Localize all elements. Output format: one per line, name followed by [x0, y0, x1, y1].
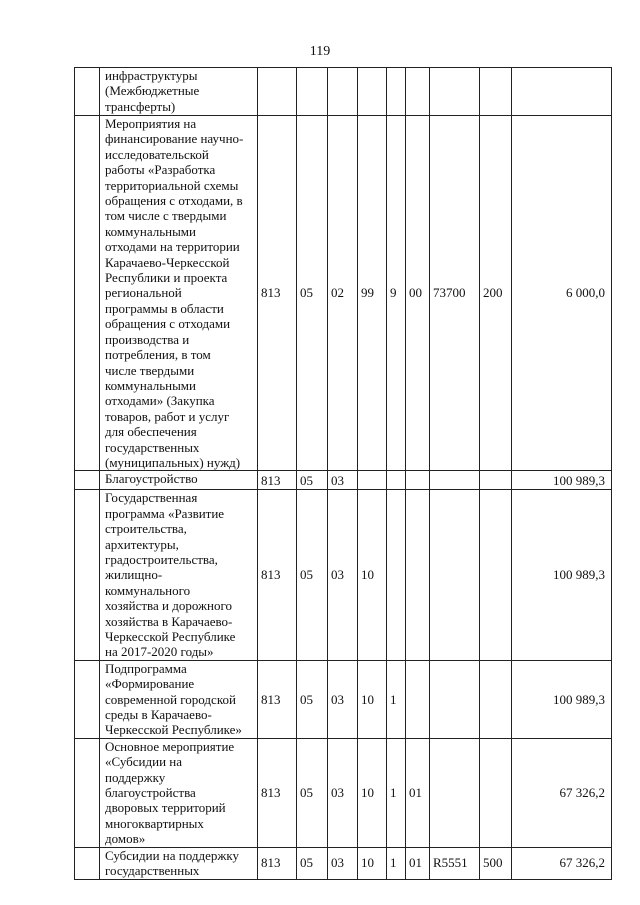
expense-type-cell [480, 660, 512, 738]
program-code-cell: 10 [358, 490, 387, 660]
event-code-cell: 01 [406, 738, 430, 847]
row-index-cell [75, 660, 100, 738]
ministry-code-cell: 813 [258, 471, 297, 490]
direction-code-cell [430, 738, 480, 847]
ministry-code-cell: 813 [258, 660, 297, 738]
direction-code-cell [430, 490, 480, 660]
section-code-cell: 05 [297, 116, 328, 471]
row-name-cell: Подпрограмма «Формирование современной городской среды в Карачаево- Черкесской Республике» [100, 660, 258, 738]
program-code-cell [358, 68, 387, 116]
subsection-code-cell [328, 68, 358, 116]
program-code-cell [358, 471, 387, 490]
amount-cell [512, 68, 612, 116]
direction-code-cell [430, 68, 480, 116]
expense-type-cell [480, 68, 512, 116]
direction-code-cell: 73700 [430, 116, 480, 471]
row-index-cell [75, 68, 100, 116]
subsection-code-cell: 03 [328, 660, 358, 738]
row-name-cell: Субсидии на поддержку государственных [100, 847, 258, 879]
expense-type-cell [480, 490, 512, 660]
subprogram-code-cell: 1 [387, 660, 406, 738]
table-row [75, 847, 612, 879]
event-code-cell: 00 [406, 116, 430, 471]
ministry-code-cell: 813 [258, 116, 297, 471]
expense-type-cell [480, 738, 512, 847]
amount-cell: 67 326,2 [512, 847, 612, 879]
event-code-cell [406, 68, 430, 116]
amount-cell: 100 989,3 [512, 490, 612, 660]
ministry-code-cell: 813 [258, 847, 297, 879]
direction-code-cell: R5551 [430, 847, 480, 879]
expense-type-cell [480, 471, 512, 490]
subsection-code-cell: 03 [328, 847, 358, 879]
ministry-code-cell [258, 68, 297, 116]
direction-code-cell [430, 471, 480, 490]
subprogram-code-cell [387, 471, 406, 490]
table-row [75, 116, 612, 471]
event-code-cell: 01 [406, 847, 430, 879]
section-code-cell: 05 [297, 490, 328, 660]
table-row [75, 68, 612, 116]
section-code-cell: 05 [297, 471, 328, 490]
amount-cell: 6 000,0 [512, 116, 612, 471]
table-row [75, 660, 612, 738]
amount-cell: 100 989,3 [512, 660, 612, 738]
event-code-cell [406, 660, 430, 738]
section-code-cell: 05 [297, 738, 328, 847]
direction-code-cell [430, 660, 480, 738]
amount-cell: 67 326,2 [512, 738, 612, 847]
event-code-cell [406, 490, 430, 660]
subprogram-code-cell: 9 [387, 116, 406, 471]
row-name-cell: инфраструктуры (Межбюджетные трансферты) [100, 68, 258, 116]
table-row [75, 738, 612, 847]
row-name-cell: Государственная программа «Развитие строительства, архитектуры, градостроительства, жилищно- коммунального хозяйства и дорожного хозяйства в Карачаево- Черкесской Республике на 2017-2020 годы» [100, 490, 258, 660]
row-name-cell: Благоустройство [100, 471, 258, 490]
subprogram-code-cell: 1 [387, 847, 406, 879]
section-code-cell: 05 [297, 847, 328, 879]
budget-table [74, 67, 612, 880]
row-name-cell: Мероприятия на финансирование научно- исследовательской работы «Разработка территориальной схемы обращения с отходами, в том числе с твердыми коммунальными отходами на территории Карачаево-Черкесской Республики и проекта региональной программы в области обращения с отходами производства и потребления, в том числе твердыми коммунальными отходами» (Закупка товаров, работ и услуг для обеспечения государственных (муниципальных) нужд) [100, 116, 258, 471]
program-code-cell: 10 [358, 738, 387, 847]
program-code-cell: 99 [358, 116, 387, 471]
subsection-code-cell: 03 [328, 471, 358, 490]
subsection-code-cell: 02 [328, 116, 358, 471]
subsection-code-cell: 03 [328, 738, 358, 847]
page-number: 119 [309, 44, 331, 59]
subsection-code-cell: 03 [328, 490, 358, 660]
subprogram-code-cell [387, 490, 406, 660]
ministry-code-cell: 813 [258, 490, 297, 660]
expense-type-cell: 200 [480, 116, 512, 471]
section-code-cell: 05 [297, 660, 328, 738]
table-row [75, 490, 612, 660]
amount-cell: 100 989,3 [512, 471, 612, 490]
program-code-cell: 10 [358, 660, 387, 738]
row-index-cell [75, 847, 100, 879]
section-code-cell [297, 68, 328, 116]
subprogram-code-cell [387, 68, 406, 116]
row-index-cell [75, 471, 100, 490]
row-index-cell [75, 116, 100, 471]
expense-type-cell: 500 [480, 847, 512, 879]
table-row [75, 471, 612, 490]
row-index-cell [75, 738, 100, 847]
subprogram-code-cell: 1 [387, 738, 406, 847]
row-index-cell [75, 490, 100, 660]
program-code-cell: 10 [358, 847, 387, 879]
event-code-cell [406, 471, 430, 490]
row-name-cell: Основное мероприятие «Субсидии на поддержку благоустройства дворовых территорий многоквартирных домов» [100, 738, 258, 847]
ministry-code-cell: 813 [258, 738, 297, 847]
